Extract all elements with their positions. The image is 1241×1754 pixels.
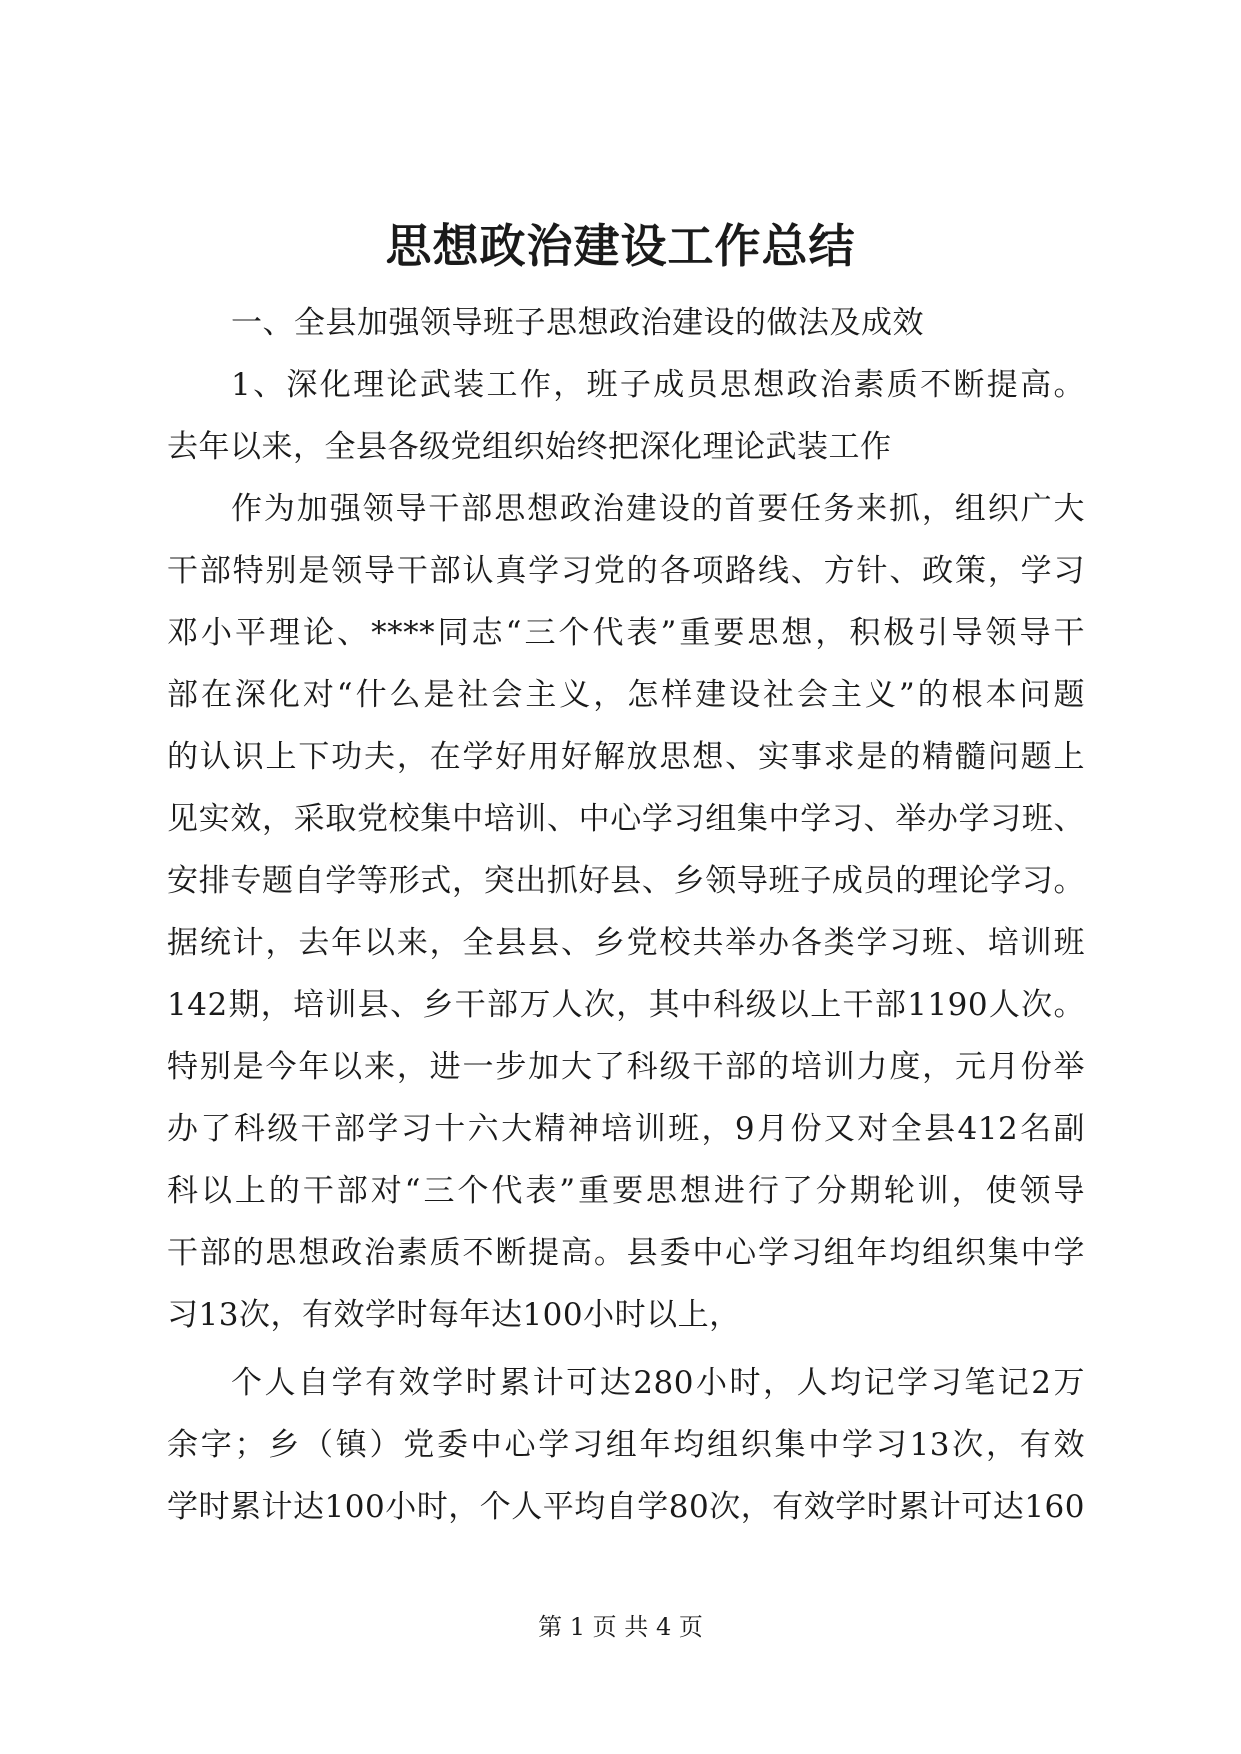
paragraph-line: 个人自学有效学时累计可达280小时，人均记学习笔记2万 [231, 1365, 1085, 1401]
paragraph-line: 办了科级干部学习十六大精神培训班，9月份又对全县412名副 [167, 1111, 1085, 1147]
paragraph-line: 见实效，采取党校集中培训、中心学习组集中学习、举办学习班、 [167, 801, 1085, 837]
paragraph-line: 学时累计达100小时，个人平均自学80次，有效学时累计可达160 [167, 1489, 1085, 1525]
paragraph-line: 的认识上下功夫，在学好用好解放思想、实事求是的精髓问题上 [167, 739, 1085, 775]
document-body [167, 292, 1085, 1538]
paragraph-line: 邓小平理论、****同志“三个代表”重要思想，积极引导领导干 [167, 615, 1085, 651]
paragraph-line: 干部的思想政治素质不断提高。县委中心学习组年均组织集中学 [167, 1235, 1085, 1271]
paragraph-line: 习13次，有效学时每年达100小时以上， [167, 1297, 741, 1333]
paragraph-line: 1、深化理论武装工作，班子成员思想政治素质不断提高。 [231, 367, 1085, 403]
document-title: 思想政治建设工作总结 [385, 219, 856, 273]
page-footer: 第 1 页 共 4 页 [538, 1613, 703, 1641]
paragraph-line: 余字；乡（镇）党委中心学习组年均组织集中学习13次，有效 [167, 1427, 1085, 1463]
section-heading: 一、全县加强领导班子思想政治建设的做法及成效 [231, 305, 924, 341]
paragraph-line: 去年以来，全县各级党组织始终把深化理论武装工作 [167, 429, 892, 465]
paragraph-line: 安排专题自学等形式，突出抓好县、乡领导班子成员的理论学习。 [167, 863, 1085, 899]
paragraph-line: 科以上的干部对“三个代表”重要思想进行了分期轮训，使领导 [167, 1173, 1085, 1209]
paragraph-line: 142期，培训县、乡干部万人次，其中科级以上干部1190人次。 [167, 987, 1085, 1023]
paragraph-line: 部在深化对“什么是社会主义，怎样建设社会主义”的根本问题 [167, 677, 1085, 713]
paragraph-line: 特别是今年以来，进一步加大了科级干部的培训力度，元月份举 [167, 1049, 1085, 1085]
paragraph-line: 干部特别是领导干部认真学习党的各项路线、方针、政策，学习 [167, 553, 1085, 589]
paragraph-line: 作为加强领导干部思想政治建设的首要任务来抓，组织广大 [231, 491, 1085, 527]
paragraph-line: 据统计，去年以来，全县县、乡党校共举办各类学习班、培训班 [167, 925, 1085, 961]
